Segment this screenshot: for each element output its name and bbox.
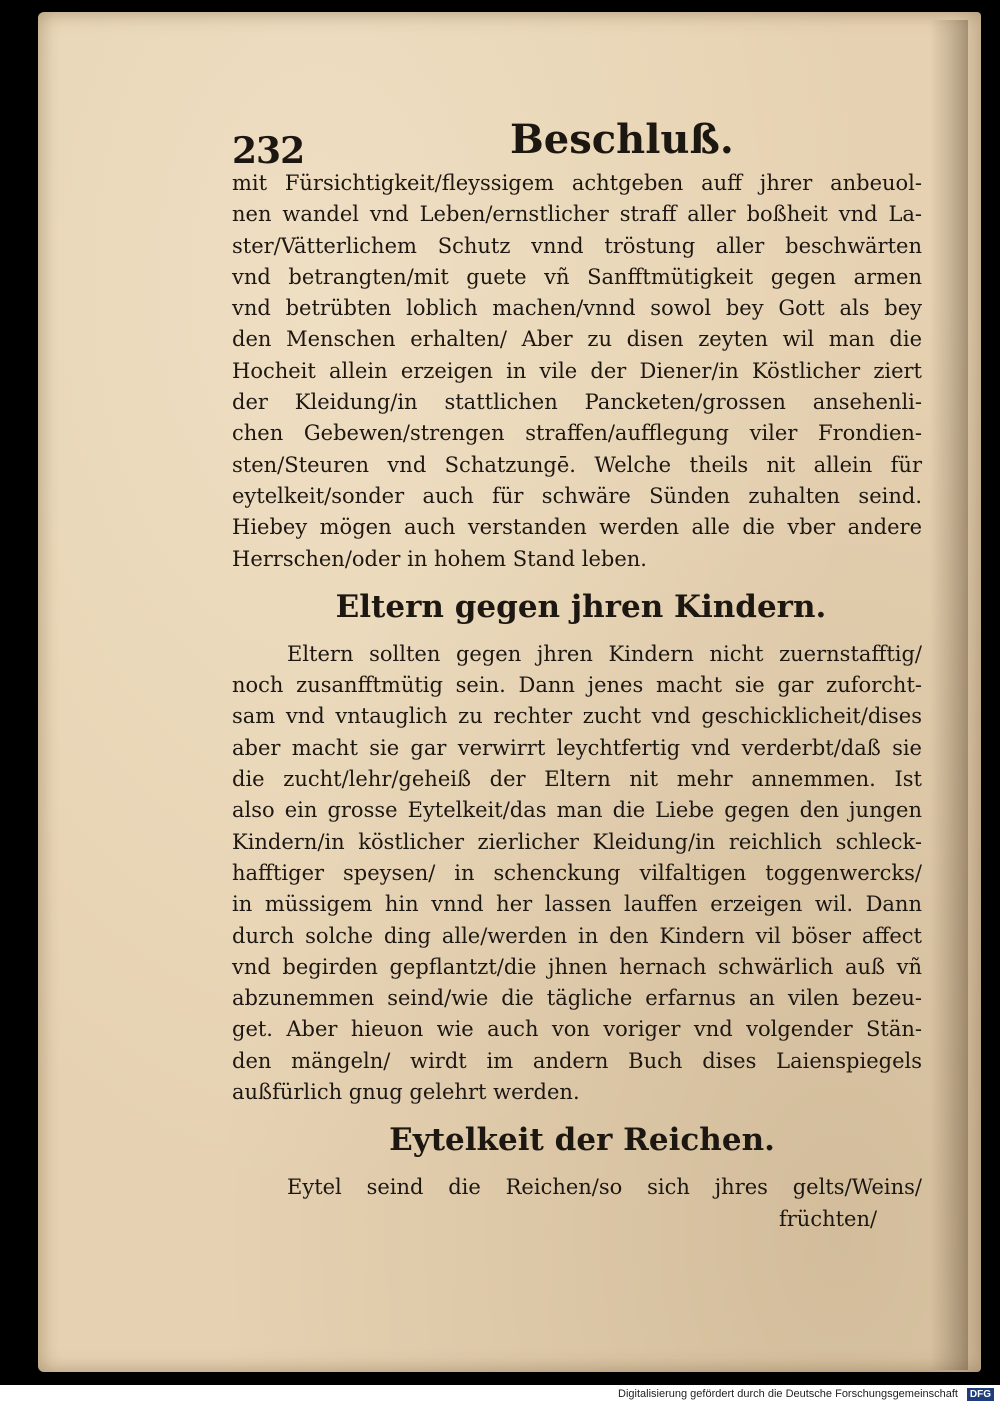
text-line: eytelkeit/sonder auch für schwäre Sünden zuhalten seind. xyxy=(232,483,922,508)
dfg-logo-icon: DFG xyxy=(967,1388,994,1401)
text-line: Hocheit allein erzeigen in vile der Diener/in Köstlicher ziert xyxy=(232,358,922,383)
running-title: Beschluß. xyxy=(510,116,734,163)
paragraph-1 xyxy=(232,168,922,575)
text-line: den mängeln/ wirdt im andern Buch dises Laienspiegels xyxy=(232,1048,922,1073)
page-edge-shadow xyxy=(930,20,968,1370)
text-line: in müssigem hin vnnd her lassen lauffen erzeigen wil. Dann xyxy=(232,892,922,917)
text-line: Eytel seind die Reichen/so sich jhres gelts/Weins/ xyxy=(287,1175,922,1200)
text-line: sam vnd vntauglich zu rechter zucht vnd geschicklicheit/dises xyxy=(232,704,922,729)
text-line: durch solche ding alle/werden in den Kindern vil böser affect xyxy=(232,923,922,948)
text-line: Eltern sollten gegen jhren Kindern nicht zuernstafftig/ xyxy=(287,641,922,666)
footer-bar xyxy=(0,1385,1000,1405)
section-heading-rich: Eytelkeit der Reichen. xyxy=(389,1122,775,1159)
page-number: 232 xyxy=(232,130,305,172)
text-line: außfürlich gnug gelehrt werden. xyxy=(232,1080,580,1105)
page-text-block xyxy=(232,108,922,1235)
text-line: aber macht sie gar verwirrt leychtfertig vnd verderbt/daß sie xyxy=(232,735,922,760)
text-line: hafftiger speysen/ in schenckung vilfaltigen toggenwercks/ xyxy=(232,860,922,885)
section-heading-parents: Eltern gegen jhren Kindern. xyxy=(335,588,827,625)
text-line: Kindern/in köstlicher zierlicher Kleidung/in reichlich schleck- xyxy=(232,829,922,854)
paragraph-3 xyxy=(232,1172,922,1203)
text-line: ster/Vätterlichem Schutz vnnd tröstung aller beschwärten xyxy=(232,233,922,258)
catchword: früchten/ xyxy=(779,1206,878,1231)
text-line: abzunemmen seind/wie die tägliche erfarnus an vilen bezeu- xyxy=(232,986,922,1011)
text-line: mit Fürsichtigkeit/fleyssigem achtgeben auff jhrer anbeuol- xyxy=(232,171,922,195)
text-line: noch zusanfftmütig sein. Dann jenes macht sie gar zuforcht- xyxy=(232,673,922,698)
text-line: vnd betrübten loblich machen/vnnd sowol bey Gott als bey xyxy=(232,296,922,321)
paragraph-2 xyxy=(232,639,922,1108)
text-line: der Kleidung/in stattlichen Pancketen/grossen ansehenli- xyxy=(232,390,922,415)
text-line: nen wandel vnd Leben/ernstlicher straff aller boßheit vnd La- xyxy=(232,202,922,227)
text-line: also ein grosse Eytelkeit/das man die Liebe gegen den jungen xyxy=(232,798,922,823)
text-line: vnd begirden gepflantzt/die jhnen hernach schwärlich auß vñ xyxy=(232,954,922,979)
text-line: den Menschen erhalten/ Aber zu disen zeyten wil man die xyxy=(232,327,922,352)
running-head xyxy=(232,108,922,172)
footer-credit: Digitalisierung gefördert durch die Deutsche Forschungsgemeinschaft xyxy=(618,1388,958,1400)
text-line: Herrschen/oder in hohem Stand leben. xyxy=(232,546,647,571)
text-line: get. Aber hieuon wie auch von voriger vnd volgender Stän- xyxy=(232,1017,922,1042)
text-line: Hiebey mögen auch verstanden werden alle die vber andere xyxy=(232,515,922,540)
text-line: chen Gebewen/strengen straffen/aufflegung viler Frondien- xyxy=(232,421,922,446)
text-line: die zucht/lehr/geheiß der Eltern nit mehr annemmen. Ist xyxy=(232,767,922,792)
text-line: sten/Steuren vnd Schatzungē. Welche theils nit allein für xyxy=(232,452,922,477)
text-line: vnd betrangten/mit guete vñ Sanfftmütigkeit gegen armen xyxy=(232,264,922,289)
